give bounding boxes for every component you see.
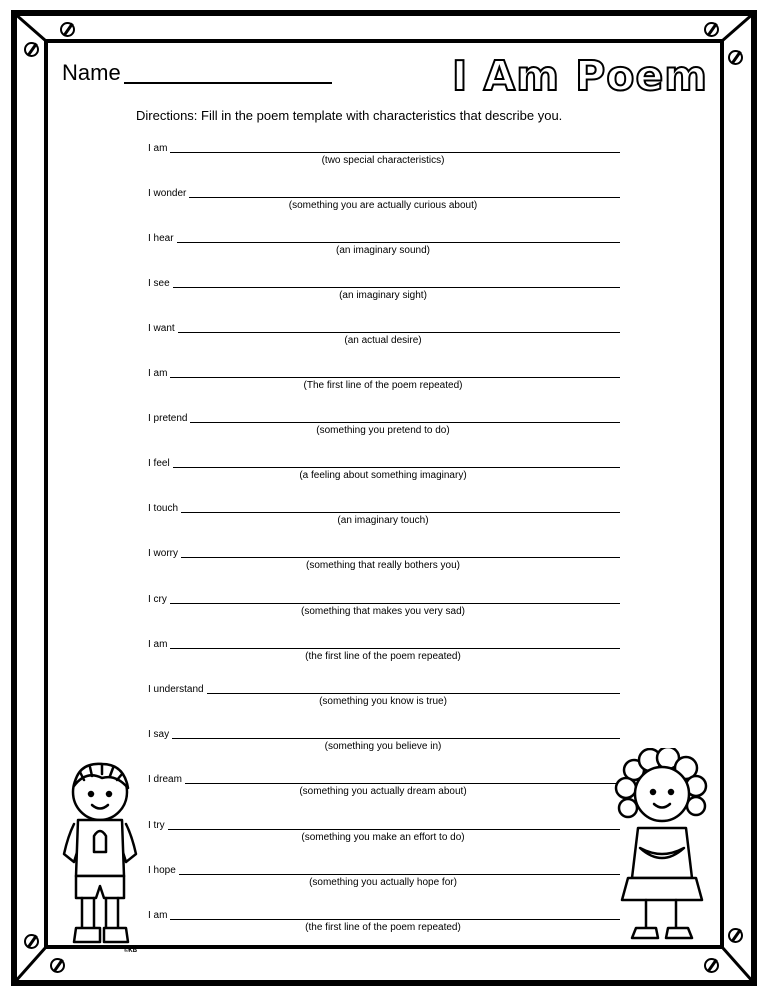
poem-line[interactable] <box>148 590 620 606</box>
line-hint: (something that really bothers you) <box>306 560 460 571</box>
name-label: Name <box>62 60 121 85</box>
poem-line[interactable] <box>148 184 620 200</box>
line-label: I worry <box>148 548 178 559</box>
poem-line[interactable] <box>148 725 620 741</box>
poem-line[interactable] <box>148 364 620 380</box>
poem-line[interactable] <box>148 906 620 922</box>
line-hint: (something you make an effort to do) <box>301 832 465 843</box>
screw-icon <box>60 22 75 37</box>
screw-icon <box>50 958 65 973</box>
blank-field[interactable] <box>170 648 620 649</box>
blank-field[interactable] <box>172 738 620 739</box>
blank-field[interactable] <box>177 242 620 243</box>
directions-text: Directions: Fill in the poem template with characteristics that describe you. <box>136 108 563 123</box>
line-label: I am <box>148 368 168 379</box>
line-hint: (an actual desire) <box>344 335 422 346</box>
screw-icon <box>24 934 39 949</box>
line-label: I pretend <box>148 413 188 424</box>
poem-line[interactable] <box>148 680 620 696</box>
poem-line[interactable] <box>148 229 620 245</box>
poem-line[interactable] <box>148 454 620 470</box>
blank-field[interactable] <box>185 783 620 784</box>
line-label: I hope <box>148 865 176 876</box>
line-label: I am <box>148 639 168 650</box>
line-hint: (something you believe in) <box>324 741 442 752</box>
blank-field[interactable] <box>170 152 620 153</box>
line-label: I cry <box>148 594 167 605</box>
line-label: I wonder <box>148 188 187 199</box>
poem-line[interactable] <box>148 816 620 832</box>
line-hint: (two special characteristics) <box>321 155 445 166</box>
line-hint: (something you pretend to do) <box>316 425 450 436</box>
line-hint: (something you know is true) <box>319 696 447 707</box>
boy-illustration <box>60 758 142 948</box>
blank-field[interactable] <box>170 377 620 378</box>
poem-line[interactable] <box>148 499 620 515</box>
line-label: I dream <box>148 774 182 785</box>
line-hint: (something you actually dream about) <box>299 786 467 797</box>
screw-icon <box>704 22 719 37</box>
line-label: I try <box>148 820 165 831</box>
line-label: I feel <box>148 458 170 469</box>
blank-field[interactable] <box>170 919 620 920</box>
line-label: I understand <box>148 684 204 695</box>
line-hint: (something you are actually curious about) <box>288 200 478 211</box>
line-label: I see <box>148 278 170 289</box>
screw-icon <box>704 958 719 973</box>
blank-field[interactable] <box>173 467 620 468</box>
poem-line[interactable] <box>148 274 620 290</box>
line-label: I am <box>148 910 168 921</box>
poem-line[interactable] <box>148 409 620 425</box>
blank-field[interactable] <box>190 422 620 423</box>
line-label: I hear <box>148 233 174 244</box>
girl-illustration <box>614 748 710 944</box>
credit-text: ©KB <box>124 948 138 954</box>
line-label: I say <box>148 729 170 740</box>
line-hint: (something you actually hope for) <box>309 877 457 888</box>
line-label: I want <box>148 323 175 334</box>
line-hint: (the first line of the poem repeated) <box>305 922 461 933</box>
poem-line[interactable] <box>148 635 620 651</box>
line-hint: (an imaginary sound) <box>336 245 430 256</box>
blank-field[interactable] <box>181 557 620 558</box>
line-hint: (a feeling about something imaginary) <box>299 470 467 481</box>
poem-line[interactable] <box>148 770 620 786</box>
page-title: I Am Poem <box>452 52 709 100</box>
line-hint: (an imaginary touch) <box>337 515 429 526</box>
line-hint: (an imaginary sight) <box>339 290 427 301</box>
line-hint: (something that makes you very sad) <box>301 606 465 617</box>
poem-line[interactable] <box>148 139 620 155</box>
blank-field[interactable] <box>173 287 620 288</box>
poem-line[interactable] <box>148 319 620 335</box>
blank-field[interactable] <box>170 603 620 604</box>
line-label: I am <box>148 143 168 154</box>
line-hint: (the first line of the poem repeated) <box>305 651 461 662</box>
blank-field[interactable] <box>178 332 620 333</box>
blank-field[interactable] <box>179 874 620 875</box>
line-label: I touch <box>148 503 179 514</box>
line-hint: (The first line of the poem repeated) <box>303 380 463 391</box>
poem-line[interactable] <box>148 861 620 877</box>
blank-field[interactable] <box>181 512 620 513</box>
screw-icon <box>24 42 39 57</box>
screw-icon <box>728 928 743 943</box>
poem-line[interactable] <box>148 544 620 560</box>
blank-field[interactable] <box>207 693 620 694</box>
blank-field[interactable] <box>189 197 620 198</box>
name-field[interactable] <box>124 82 332 84</box>
screw-icon <box>728 50 743 65</box>
blank-field[interactable] <box>168 829 620 830</box>
